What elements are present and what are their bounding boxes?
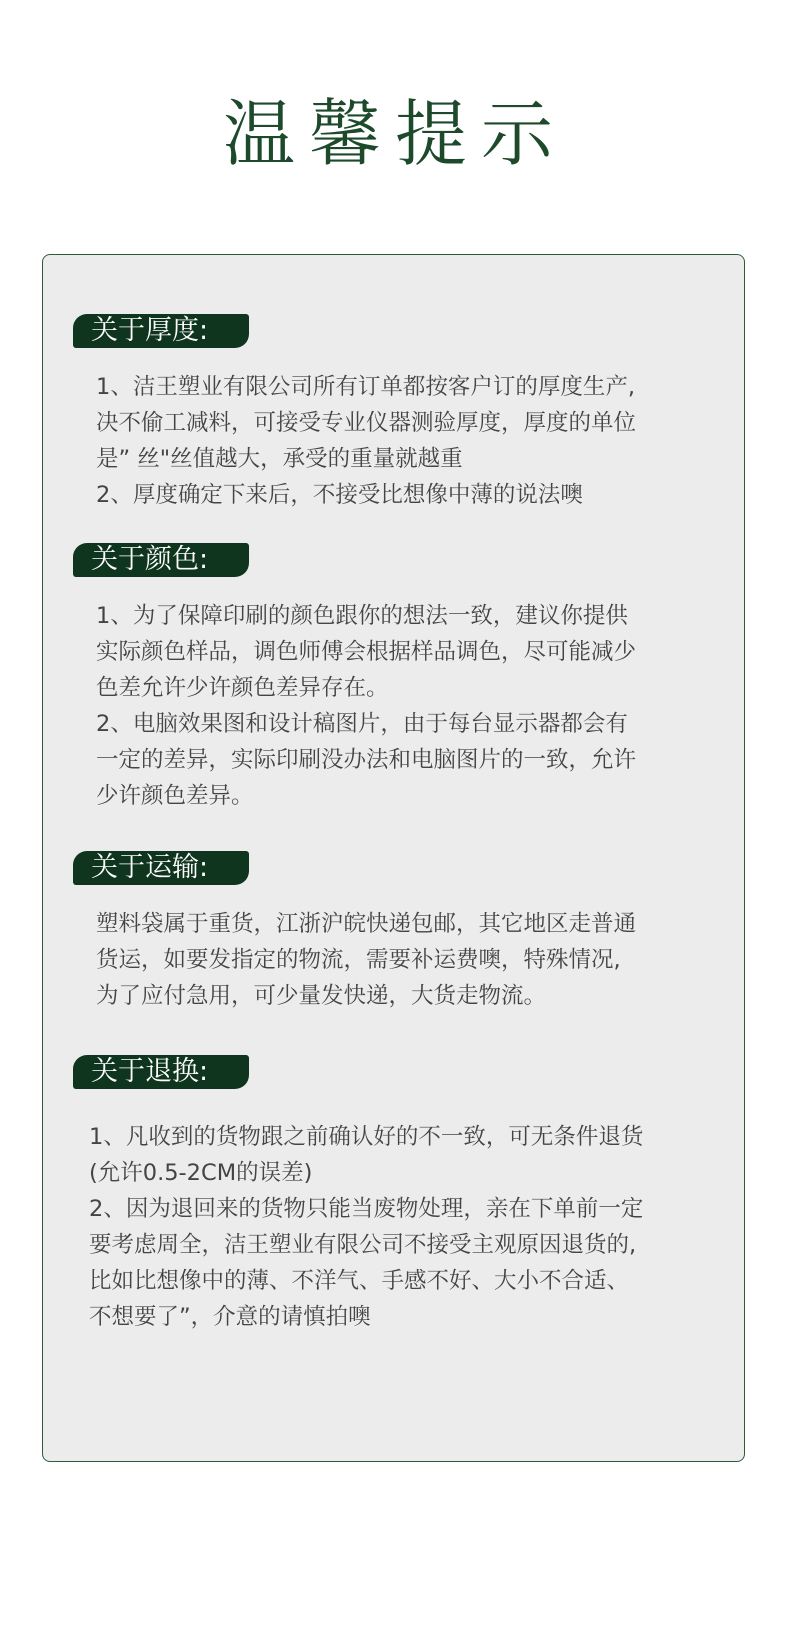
text-line: 一定的差异，实际印刷没办法和电脑图片的一致，允许 [96, 747, 637, 773]
text-line: (允许0.5-2CM的误差) [89, 1160, 313, 1186]
text-line: 色差允许少许颜色差异存在。 [96, 675, 389, 701]
section-heading-returns: 关于退换: [73, 1055, 249, 1089]
text-line: 1、洁王塑业有限公司所有订单都按客户订的厚度生产, [96, 374, 635, 400]
text-line: 1、凡收到的货物跟之前确认好的不一致，可无条件退货 [89, 1124, 644, 1150]
text-line: 塑料袋属于重货，江浙沪皖快递包邮，其它地区走普通 [96, 911, 637, 937]
section-body-color [96, 598, 696, 814]
text-line: 为了应付急用，可少量发快递，大货走物流。 [96, 983, 547, 1009]
section-body-thickness [96, 369, 696, 513]
text-line: 要考虑周全，洁王塑业有限公司不接受主观原因退货的, [89, 1232, 637, 1258]
text-line: 实际颜色样品，调色师傅会根据样品调色，尽可能减少 [96, 639, 637, 665]
text-line: 1、为了保障印刷的颜色跟你的想法一致，建议你提供 [96, 603, 628, 629]
text-line: 不想要了”，介意的请慎拍噢 [89, 1304, 371, 1330]
section-heading-color: 关于颜色: [73, 543, 249, 577]
text-line: 2、厚度确定下来后，不接受比想像中薄的说法噢 [96, 482, 583, 508]
section-heading-shipping: 关于运输: [73, 851, 249, 885]
section-heading-thickness: 关于厚度: [73, 314, 249, 348]
page-title: 温馨提示 [222, 92, 567, 176]
section-body-returns [89, 1119, 699, 1335]
text-line: 是” 丝"丝值越大，承受的重量就越重 [96, 446, 463, 472]
text-line: 2、因为退回来的货物只能当废物处理，亲在下单前一定 [89, 1196, 644, 1222]
text-line: 决不偷工减料，可接受专业仪器测验厚度，厚度的单位 [96, 410, 637, 436]
notice-card [42, 254, 745, 1462]
text-line: 2、电脑效果图和设计稿图片，由于每台显示器都会有 [96, 711, 628, 737]
section-body-shipping [96, 906, 696, 1014]
text-line: 比如比想像中的薄、不洋气、手感不好、大小不合适、 [89, 1268, 630, 1294]
text-line: 少许颜色差异。 [96, 783, 254, 809]
text-line: 货运，如要发指定的物流，需要补运费噢，特殊情况, [96, 947, 621, 973]
